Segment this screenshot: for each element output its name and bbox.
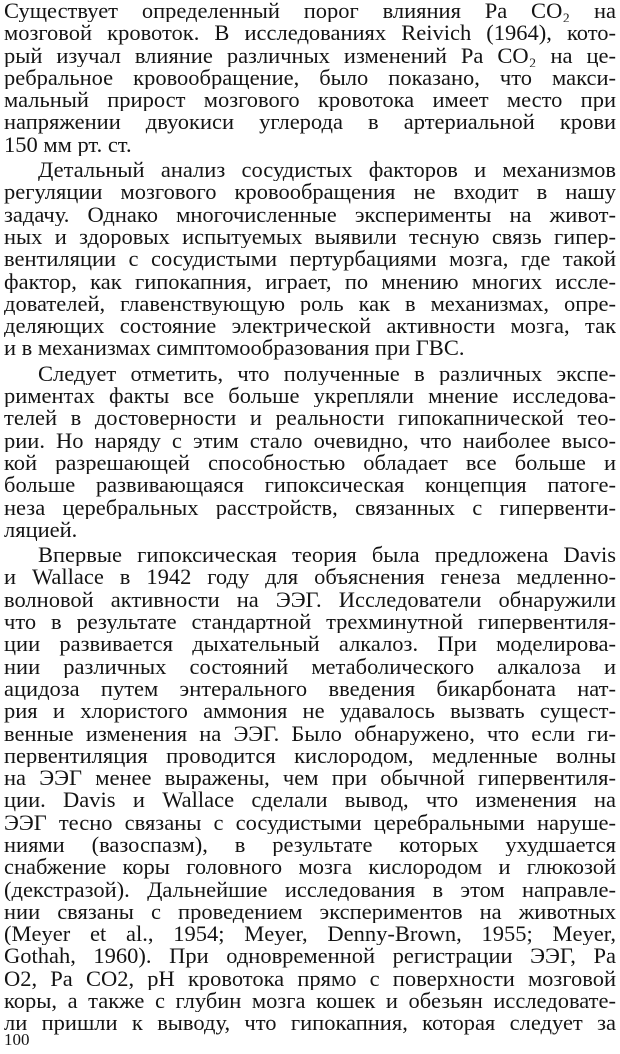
text-line: коры, а также с глубин мозга кошек и обезьян исследовате- xyxy=(4,990,616,1013)
text-line: дователей, главенствующую роль как в механизмах, опре- xyxy=(4,292,616,316)
text-line: Впервые гипоксическая теория была предложена Davis xyxy=(38,544,616,567)
text-line: (декстразой). Дальнейшие исследования в этом направле- xyxy=(4,878,616,901)
text-line: ции развивается дыхательный алкалоз. При моделирова- xyxy=(4,633,616,656)
text-line: и в механизмах симптомообразования при ГВС. xyxy=(4,337,465,360)
text-line: снабжение коры головного мозга кислородом и глюкозой xyxy=(4,856,616,879)
text-line: и Wallace в 1942 году для объяснения генеза медленно- xyxy=(4,566,616,589)
text-line: первентиляция проводится кислородом, медленные волны xyxy=(4,744,616,768)
text-line: Существует определенный порог влияния Ра СО₂ на xyxy=(4,0,616,23)
text-line: рия и хлористого аммония не удавалось вызвать сущест- xyxy=(4,700,616,723)
text-line: волновой активности на ЭЭГ. Исследователи обнаружили xyxy=(4,588,616,612)
page-body xyxy=(4,0,616,1038)
text-line: рии. Но наряду с этим стало очевидно, что наиболее высо- xyxy=(4,429,616,452)
text-line: задачу. Однако многочисленные эксперименты на живот- xyxy=(4,203,616,226)
text-line: ляцией. xyxy=(4,518,78,542)
text-line: ли пришли к выводу, что гипокапния, которая следует за xyxy=(4,1012,616,1035)
page-number: 100 xyxy=(4,1030,30,1049)
text-line: ребральное кровообращение, было показано, что макси- xyxy=(4,66,616,90)
paragraph-3 xyxy=(4,363,616,541)
paragraph-2 xyxy=(4,159,616,360)
text-line: О2, Ра СО2, рН кровотока прямо с поверхности мозговой xyxy=(4,967,616,991)
text-line: фактор, как гипокапния, играет, по мнению многих иссле- xyxy=(4,270,616,293)
paragraph-4 xyxy=(4,544,616,1035)
text-line: ных и здоровых испытуемых выявили тесную связь гипер- xyxy=(4,225,616,249)
text-line: напряжении двуокиси углерода в артериальной крови xyxy=(4,111,616,134)
text-line: мозговой кровоток. В исследованиях Reivich (1964), кото- xyxy=(4,22,616,45)
text-line: деляющих состояние электрической активности мозга, так xyxy=(4,315,616,338)
text-line: ЭЭГ тесно связаны с сосудистыми церебральными наруше- xyxy=(4,811,616,834)
text-line: 150 мм рт. ст. xyxy=(4,133,132,157)
text-line: больше развивающаяся гипоксическая концепция патоге- xyxy=(4,474,616,497)
text-line: мальный прирост мозгового кровотока имеет место при xyxy=(4,89,616,112)
text-line: ции. Davis и Wallace сделали вывод, что изменения на xyxy=(4,789,616,812)
text-line: регуляции мозгового кровообращения не входит в нашу xyxy=(4,181,616,204)
text-line: телей в достоверности и реальности гипокапнической тео- xyxy=(4,407,616,430)
text-line: риментах факты все больше укрепляли мнение исследова- xyxy=(4,385,616,408)
text-line: рый изучал влияние различных изменений Ра СО₂ на це- xyxy=(4,44,616,67)
text-line: венные изменения на ЭЭГ. Было обнаружено, что если ги- xyxy=(4,722,616,745)
text-line: нии различных состояний метаболического алкалоза и xyxy=(4,655,616,678)
text-line: Следует отметить, что полученные в различных экспе- xyxy=(38,362,616,386)
text-line: вентиляции с сосудистыми пертурбациями мозга, где такой xyxy=(4,248,616,271)
text-line: на ЭЭГ менее выражены, чем при обычной гипервентиля- xyxy=(4,767,616,790)
text-line: ниями (вазоспазм), в результате которых ухудшается xyxy=(4,833,616,857)
text-line: Детальный анализ сосудистых факторов и механизмов xyxy=(38,159,616,182)
text-line: нии связаны с проведением экспериментов на животных xyxy=(4,900,616,924)
text-line: неза церебральных расстройств, связанных с гипервенти- xyxy=(4,496,616,519)
text-line: (Meyer et al., 1954; Meyer, Denny-Brown, 1955; Meyer, xyxy=(4,923,616,946)
paragraph-1 xyxy=(4,0,616,156)
text-line: Gothah, 1960). При одновременной регистрации ЭЭГ, Ра xyxy=(4,945,616,968)
text-line: что в результате стандартной трехминутной гипервентиля- xyxy=(4,611,616,634)
text-line: ацидоза путем энтерального введения бикарбоната нат- xyxy=(4,677,616,701)
text-line: кой разрешающей способностью обладает все больше и xyxy=(4,451,616,475)
